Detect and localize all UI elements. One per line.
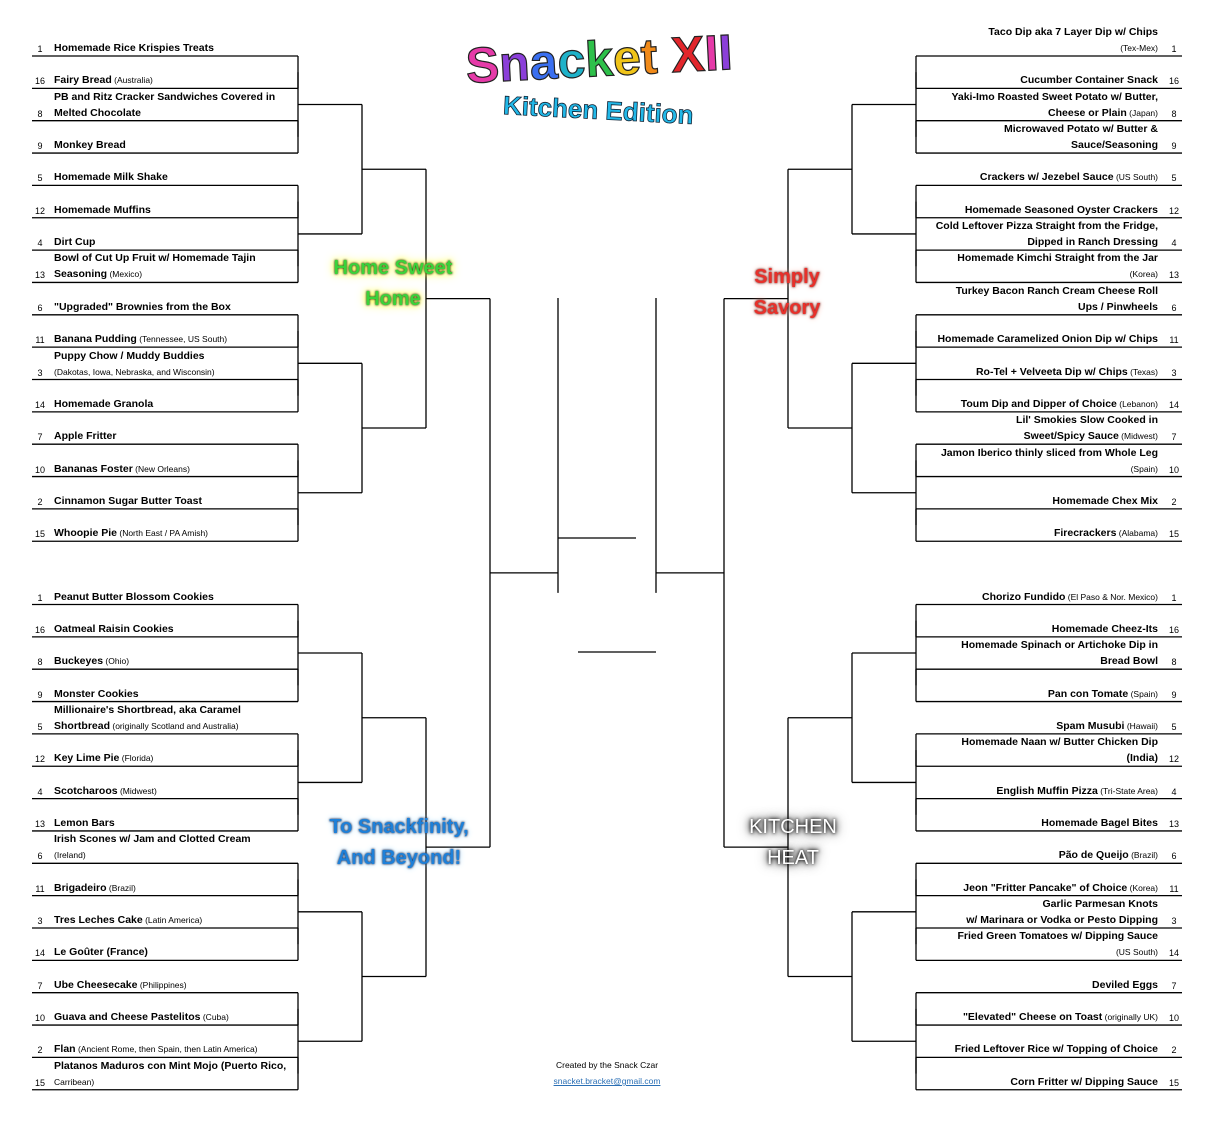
seed-number: 14 [1168, 948, 1179, 959]
team-name: Sauce/Seasoning [1071, 139, 1158, 152]
seed-number: 1 [1171, 44, 1177, 54]
seed-number: 11 [1169, 883, 1179, 894]
seed-number: 16 [34, 76, 45, 87]
team-region: (Tex-Mex) [1120, 43, 1158, 53]
seed-number: 4 [37, 786, 43, 797]
seed-number: 5 [1171, 721, 1177, 732]
team-name-line: Puppy Chow / Muddy Buddies [54, 349, 205, 362]
team-entry [1041, 815, 1158, 831]
team-entry [54, 331, 227, 347]
seed-number: 8 [1171, 108, 1177, 119]
seed-number: 10 [34, 1013, 45, 1024]
team-region: (US South) [1115, 947, 1158, 958]
team-region: Carribean) [54, 1076, 95, 1087]
seed-number: 6 [1171, 302, 1177, 313]
team-name: w/ Marinara or Vodka or Pesto Dipping [966, 914, 1158, 926]
team-entry [1120, 40, 1158, 56]
team-entry [963, 1009, 1158, 1025]
team-entry [1071, 137, 1158, 153]
svg-text:Kitchen Edition: Kitchen Edition [502, 90, 695, 130]
team-name: Buckeyes [54, 655, 104, 668]
seed-number: 15 [1168, 1077, 1179, 1088]
team-name: Spam Musubi [1056, 719, 1125, 732]
team-region: (Midwest) [1118, 431, 1158, 442]
team-entry [54, 944, 148, 960]
team-entry [1116, 944, 1158, 960]
team-region: (Alabama) [1116, 528, 1158, 539]
seed-number: 9 [1171, 141, 1177, 152]
team-name: (India) [1126, 752, 1158, 765]
team-entry [1052, 493, 1158, 509]
team-entry [54, 1074, 94, 1090]
team-region: (Tennessee, US South) [136, 334, 228, 345]
team-region: (Hawaii) [1124, 720, 1158, 731]
team-region: (originally Scotland and Australia) [110, 720, 239, 731]
team-name-line: Bowl of Cut Up Fruit w/ Homemade Tajin [54, 252, 256, 265]
team-name: Homemade Muffins [54, 203, 151, 216]
team-entry [54, 750, 153, 766]
team-entry [955, 1041, 1158, 1057]
seed-number: 2 [37, 1045, 43, 1056]
credit-email-link[interactable]: snacket.bracket@gmail.com [553, 1076, 661, 1086]
team-name: Firecrackers [1053, 527, 1117, 540]
team-entry [54, 815, 115, 831]
seed-number: 3 [1171, 916, 1177, 926]
team-name: Tres Leches Cake [54, 914, 143, 926]
team-region: (Spain) [1130, 463, 1158, 474]
team-name-line: PB and Ritz Cracker Sandwiches Covered in [54, 90, 276, 103]
team-entry [54, 977, 187, 993]
seed-number: 10 [1168, 464, 1179, 475]
seed-number: 10 [34, 464, 45, 475]
team-entry [54, 137, 126, 153]
team-region: (New Orleans) [132, 463, 190, 474]
team-name: Homemade Granola [54, 397, 154, 410]
seed-number: 14 [1168, 399, 1179, 410]
team-name-line: Irish Scones w/ Jam and Clotted Cream [54, 833, 251, 846]
team-region: (Japan) [1126, 107, 1158, 118]
team-entry [54, 686, 139, 702]
team-entry [965, 202, 1158, 218]
seed-number: 16 [34, 624, 45, 635]
seed-number: 12 [1168, 205, 1179, 216]
team-entry [1027, 234, 1158, 250]
team-name: Crackers w/ Jezebel Sauce [979, 171, 1114, 184]
team-region: (Florida) [119, 753, 154, 764]
team-region: (originally UK) [1102, 1012, 1158, 1023]
team-name: Whoopie Pie [54, 527, 117, 540]
team-entry [54, 72, 153, 88]
seed-number: 5 [37, 173, 43, 184]
region-to-snackfinity: To Snackfinity, And Beyond! [329, 816, 469, 869]
team-entry [54, 783, 157, 799]
seed-number: 4 [37, 238, 43, 249]
team-entry [1020, 72, 1158, 88]
team-name: English Muffin Pizza [996, 784, 1098, 797]
seed-number: 7 [37, 980, 43, 991]
team-entry [54, 169, 168, 185]
team-entry [966, 912, 1158, 928]
team-name: Cheese or Plain [1048, 106, 1127, 119]
team-name: Shortbread [54, 719, 111, 732]
team-name: Corn Fritter w/ Dipping Sauce [1010, 1075, 1158, 1088]
team-name: Le Goûter (France) [54, 946, 148, 959]
team-name: Deviled Eggs [1092, 978, 1158, 991]
team-region: (Dakotas, Iowa, Nebraska, and Wisconsin) [54, 366, 215, 377]
team-region: (Brazil) [106, 882, 136, 893]
seed-number: 1 [1171, 592, 1177, 603]
team-name: Jeon "Fritter Pancake" of Choice [963, 881, 1128, 894]
seed-number: 6 [1171, 851, 1177, 862]
team-region: (Australia) [111, 75, 153, 86]
team-entry [54, 428, 116, 444]
team-entry [1056, 718, 1158, 734]
team-region: (Lebanon) [1116, 398, 1158, 409]
team-region: (Ancient Rome, then Spain, then Latin America) [75, 1044, 258, 1055]
team-entry [1024, 428, 1158, 444]
team-region: (Midwest) [117, 785, 157, 796]
credit-text: Created by the Snack Czar [555, 1060, 659, 1070]
team-name: Pan con Tomate [1047, 687, 1129, 700]
team-entry [1048, 686, 1158, 702]
team-entry [54, 234, 95, 250]
team-name: Flan [54, 1043, 76, 1056]
team-name: Apple Fritter [54, 430, 117, 443]
team-name: Homemade Milk Shake [54, 171, 168, 184]
team-name: Dipped in Ranch Dressing [1027, 236, 1158, 249]
team-name: Homemade Seasoned Oyster Crackers [964, 203, 1158, 216]
seed-number: 10 [1168, 1013, 1179, 1024]
team-entry [1131, 461, 1158, 477]
team-name: Oatmeal Raisin Cookies [54, 622, 174, 635]
team-name: Chorizo Fundido [982, 590, 1066, 603]
team-name: Bread Bowl [1100, 655, 1158, 668]
team-region: (Ireland) [54, 850, 86, 861]
team-name: Ube Cheesecake [54, 978, 138, 991]
team-entry [996, 783, 1158, 799]
team-name: Cucumber Container Snack [1020, 74, 1158, 87]
team-name: Sweet/Spicy Sauce [1023, 430, 1119, 443]
team-name: Cinnamon Sugar Butter Toast [54, 494, 202, 507]
team-name: Pão de Queijo [1058, 849, 1129, 862]
team-name: Toum Dip and Dipper of Choice [960, 397, 1117, 410]
seed-number: 15 [1168, 529, 1179, 540]
seed-number: 11 [35, 335, 45, 346]
seed-number: 9 [37, 141, 43, 152]
team-entry [54, 299, 231, 315]
team-entry [54, 396, 153, 412]
team-entry [982, 589, 1158, 605]
team-entry [54, 461, 190, 477]
seed-number: 2 [1171, 1045, 1177, 1056]
team-region: (Texas) [1127, 366, 1158, 377]
seed-number: 8 [1171, 657, 1177, 668]
seed-number: 3 [37, 916, 43, 926]
team-entry [54, 847, 86, 863]
team-entry [54, 718, 239, 734]
team-entry [54, 1041, 258, 1057]
team-entry [54, 202, 151, 218]
team-region: (El Paso & Nor. Mexico) [1065, 591, 1158, 602]
seed-number: 1 [37, 44, 43, 54]
team-entry [54, 880, 136, 896]
team-region: (Korea) [1127, 882, 1158, 893]
team-name: Scotcharoos [54, 784, 118, 797]
team-entry [54, 621, 174, 637]
team-name-line: Jamon Iberico thinly sliced from Whole Leg [940, 446, 1158, 459]
team-entry [54, 653, 129, 669]
team-entry [54, 493, 202, 509]
seed-number: 16 [1168, 76, 1179, 87]
team-name-line: Lil' Smokies Slow Cooked in [1016, 414, 1158, 427]
team-region: (Ohio) [103, 656, 130, 667]
seed-number: 13 [1168, 270, 1179, 281]
team-entry [976, 364, 1158, 380]
team-name: "Upgraded" Brownies from the Box [54, 300, 231, 313]
seed-number: 4 [1171, 238, 1177, 249]
team-entry [980, 169, 1158, 185]
team-region: (Brazil) [1128, 850, 1158, 861]
team-name: Guava and Cheese Pastelitos [54, 1011, 201, 1024]
team-name-line: Garlic Parmesan Knots [1042, 898, 1158, 910]
team-name-line: Cold Leftover Pizza Straight from the Fridge, [935, 220, 1158, 233]
svg-text:Snacket XII Snacket XII: Snacket XII Snacket XII [464, 24, 734, 94]
team-entry [1054, 525, 1158, 541]
seed-number: 7 [37, 432, 43, 443]
seed-number: 2 [1171, 496, 1177, 507]
seed-number: 8 [37, 108, 43, 119]
team-entry [1078, 299, 1158, 315]
team-name-line: Platanos Maduros con Mint Mojo (Puerto Rico, [54, 1059, 287, 1072]
team-name: Homemade Caramelized Onion Dip w/ Chips [937, 333, 1158, 346]
team-entry [54, 525, 208, 541]
team-name: Brigadeiro [54, 881, 107, 894]
team-entry [937, 331, 1158, 347]
team-entry [963, 880, 1158, 896]
bracket-title [435, 16, 765, 136]
team-region: (North East / PA Amish) [117, 528, 209, 539]
team-name: Homemade Bagel Bites [1041, 816, 1158, 829]
team-name: Monkey Bread [54, 139, 126, 152]
team-region: (US South) [1113, 172, 1158, 183]
region-simply-savory: Simply Savory [753, 266, 821, 319]
team-name-line: Fried Green Tomatoes w/ Dipping Sauce [957, 930, 1158, 943]
seed-number: 11 [1169, 335, 1179, 346]
seed-number: 7 [1171, 980, 1177, 991]
seed-number: 7 [1171, 432, 1177, 443]
region-home-sweet-home: Home Sweet Home [333, 257, 453, 310]
seed-number: 16 [1168, 624, 1179, 635]
team-name: Seasoning [54, 268, 108, 281]
team-name-line: Turkey Bacon Ranch Cream Cheese Roll [955, 284, 1158, 297]
seed-number: 3 [1171, 367, 1177, 378]
seed-number: 14 [34, 399, 45, 410]
team-name: Homemade Chex Mix [1052, 494, 1158, 507]
team-entry [1130, 266, 1158, 282]
team-name: Fried Leftover Rice w/ Topping of Choice [954, 1043, 1158, 1056]
seed-number: 1 [37, 592, 43, 603]
team-entry [1100, 653, 1158, 669]
team-entry [54, 912, 202, 928]
team-entry [54, 266, 142, 282]
team-entry [54, 40, 214, 56]
team-region: (Cuba) [200, 1012, 229, 1023]
team-entry [1092, 977, 1158, 993]
team-entry [54, 1009, 229, 1025]
seed-number: 8 [37, 657, 43, 668]
team-name-line: Yaki-Imo Roasted Sweet Potato w/ Butter, [951, 90, 1158, 103]
region-kitchen-heat: KITCHEN HEAT [749, 816, 837, 869]
seed-number: 15 [34, 1077, 45, 1088]
team-name: Monster Cookies [54, 687, 139, 700]
seed-number: 9 [37, 689, 43, 700]
seed-number: 3 [37, 367, 43, 378]
team-entry [961, 396, 1158, 412]
team-name: Fairy Bread [54, 74, 112, 87]
team-region: (Korea) [1129, 269, 1158, 280]
seed-number: 12 [1168, 754, 1179, 765]
team-name: Dirt Cup [54, 236, 96, 249]
team-name-line: Homemade Spinach or Artichoke Dip in [961, 639, 1158, 652]
team-name: Ro-Tel + Velveeta Dip w/ Chips [975, 365, 1128, 378]
team-entry [54, 589, 214, 605]
team-region: (Latin America) [142, 915, 203, 925]
team-name: Key Lime Pie [54, 752, 120, 765]
seed-number: 12 [34, 205, 45, 216]
seed-number: 4 [1171, 786, 1177, 797]
team-region: (Tri-State Area) [1097, 785, 1158, 796]
seed-number: 2 [37, 496, 43, 507]
team-entry [1059, 847, 1158, 863]
team-name-line: Millionaire's Shortbread, aka Caramel [54, 703, 241, 716]
seed-number: 6 [37, 851, 43, 862]
team-region: (Philippines) [137, 979, 187, 990]
team-name: Melted Chocolate [54, 106, 141, 119]
team-name-line: Microwaved Potato w/ Butter & [1003, 123, 1158, 136]
team-name-line: Homemade Naan w/ Butter Chicken Dip [961, 736, 1158, 749]
team-name: "Elevated" Cheese on Toast [962, 1011, 1103, 1024]
seed-number: 13 [34, 818, 45, 829]
team-name: Ups / Pinwheels [1078, 300, 1158, 313]
seed-number: 5 [37, 721, 43, 732]
seed-number: 15 [34, 529, 45, 540]
team-name: Banana Pudding [54, 333, 137, 346]
team-entry [1127, 750, 1159, 766]
seed-number: 9 [1171, 689, 1177, 700]
team-region: (Mexico) [107, 269, 143, 280]
seed-number: 5 [1171, 173, 1177, 184]
team-entry [1048, 105, 1158, 121]
team-name: Homemade Rice Krispies Treats [54, 42, 214, 54]
seed-number: 13 [34, 270, 45, 281]
team-name-line: Taco Dip aka 7 Layer Dip w/ Chips [988, 26, 1158, 38]
team-region: (Spain) [1128, 688, 1158, 699]
team-name: Bananas Foster [54, 462, 133, 475]
seed-number: 12 [34, 754, 45, 765]
team-entry [54, 105, 141, 121]
seed-number: 6 [37, 302, 43, 313]
team-entry [1052, 621, 1158, 637]
team-name: Lemon Bars [54, 816, 115, 829]
seed-number: 13 [1168, 818, 1179, 829]
team-name: Homemade Cheez-Its [1051, 622, 1158, 635]
team-name: Peanut Butter Blossom Cookies [54, 590, 214, 603]
team-entry [1010, 1074, 1158, 1090]
team-name-line: Homemade Kimchi Straight from the Jar [957, 252, 1158, 265]
seed-number: 11 [35, 883, 45, 894]
seed-number: 14 [34, 948, 45, 959]
team-entry [54, 364, 215, 380]
